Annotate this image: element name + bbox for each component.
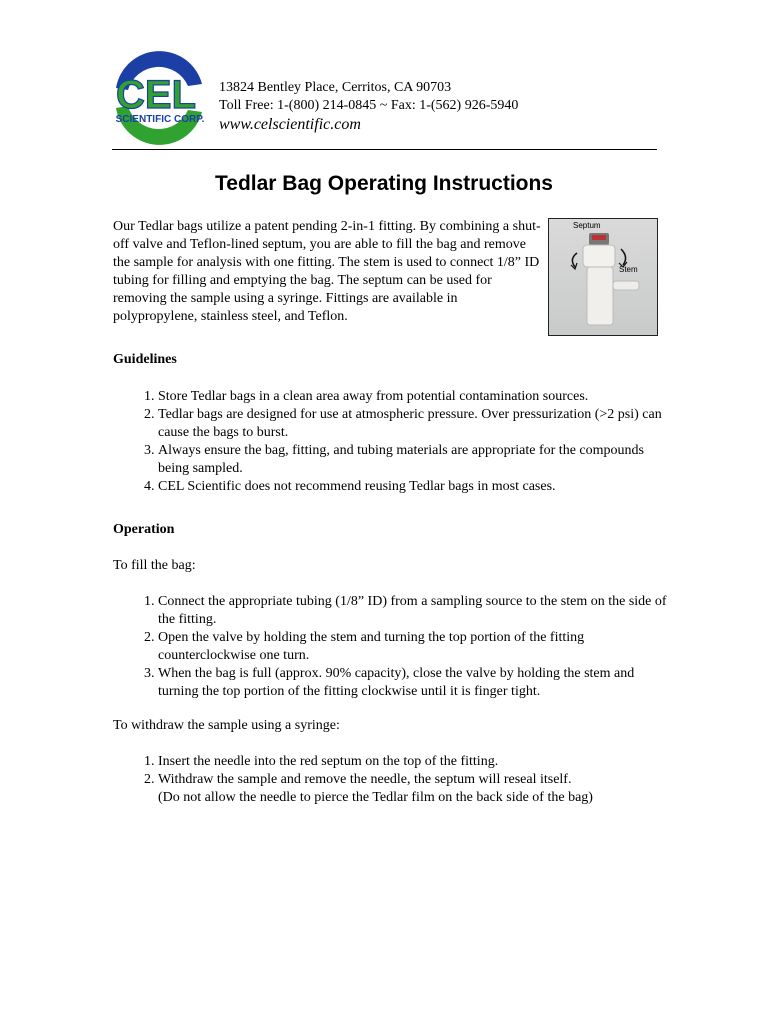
intro-paragraph: Our Tedlar bags utilize a patent pending 2-in-1 fitting. By combining a shut-off valve and Teflon-lined septum, you are able to fill the bag and remove the sample for analysis with one fitting. The stem is used to connect 1/8” ID tubing for filling and emptying the bag. The septum can be used for removing the sample using a syringe. Fittings are available in polypropylene, stainless steel, and Teflon. [113,219,541,324]
guidelines-heading: Guidelines [113,352,177,367]
list-item: 1. Insert the needle into the red septum on the top of the fitting. [158,753,668,771]
list-item: 3. When the bag is full (approx. 90% capacity), close the valve by holding the stem and turning the top portion of the fitting clockwise until it is finger tight. [158,665,668,701]
list-item [158,771,668,807]
website-link[interactable]: www.celscientific.com [219,116,361,133]
fill-intro: To fill the bag: [113,558,196,573]
phone-fax: Toll Free: 1-(800) 214-0845 ~ Fax: 1-(562) 926-5940 [219,98,519,113]
fitting-photo [548,218,658,336]
company-logo [104,48,214,148]
address: 13824 Bentley Place, Cerritos, CA 90703 [219,80,452,95]
withdraw-note: (Do not allow the needle to pierce the Tedlar film on the back side of the bag) [158,790,593,805]
septum-label: Septum [573,221,601,230]
contact-block [219,79,518,135]
logo-sub-text: SCIENTIFIC CORP. [115,114,205,125]
withdraw-intro: To withdraw the sample using a syringe: [113,718,340,733]
page-title: Tedlar Bag Operating Instructions [215,172,553,195]
fill-steps-list [113,593,668,701]
list-item: 3. Always ensure the bag, fitting, and tubing materials are appropriate for the compounds being sampled. [158,442,668,478]
logo-main-text: CEL [116,73,196,117]
list-item: 1. Connect the appropriate tubing (1/8” ID) from a sampling source to the stem on the side of the fitting. [158,593,668,629]
withdraw-step-text: Withdraw the sample and remove the needle, the septum will reseal itself. [158,772,572,787]
list-item: 1. Store Tedlar bags in a clean area away from potential contamination sources. [158,388,668,406]
guidelines-list [113,388,668,496]
operation-heading: Operation [113,522,175,537]
withdraw-steps-list [113,753,668,807]
stem-label: Stem [619,265,638,274]
list-item: 4. CEL Scientific does not recommend reusing Tedlar bags in most cases. [158,478,668,496]
header-divider [112,149,657,150]
list-item: 2. Open the valve by holding the stem and turning the top portion of the fitting counterclockwise one turn. [158,629,668,665]
fitting-illustration [549,219,657,335]
list-item: 2. Tedlar bags are designed for use at atmospheric pressure. Over pressurization (>2 psi) can cause the bags to burst. [158,406,668,442]
